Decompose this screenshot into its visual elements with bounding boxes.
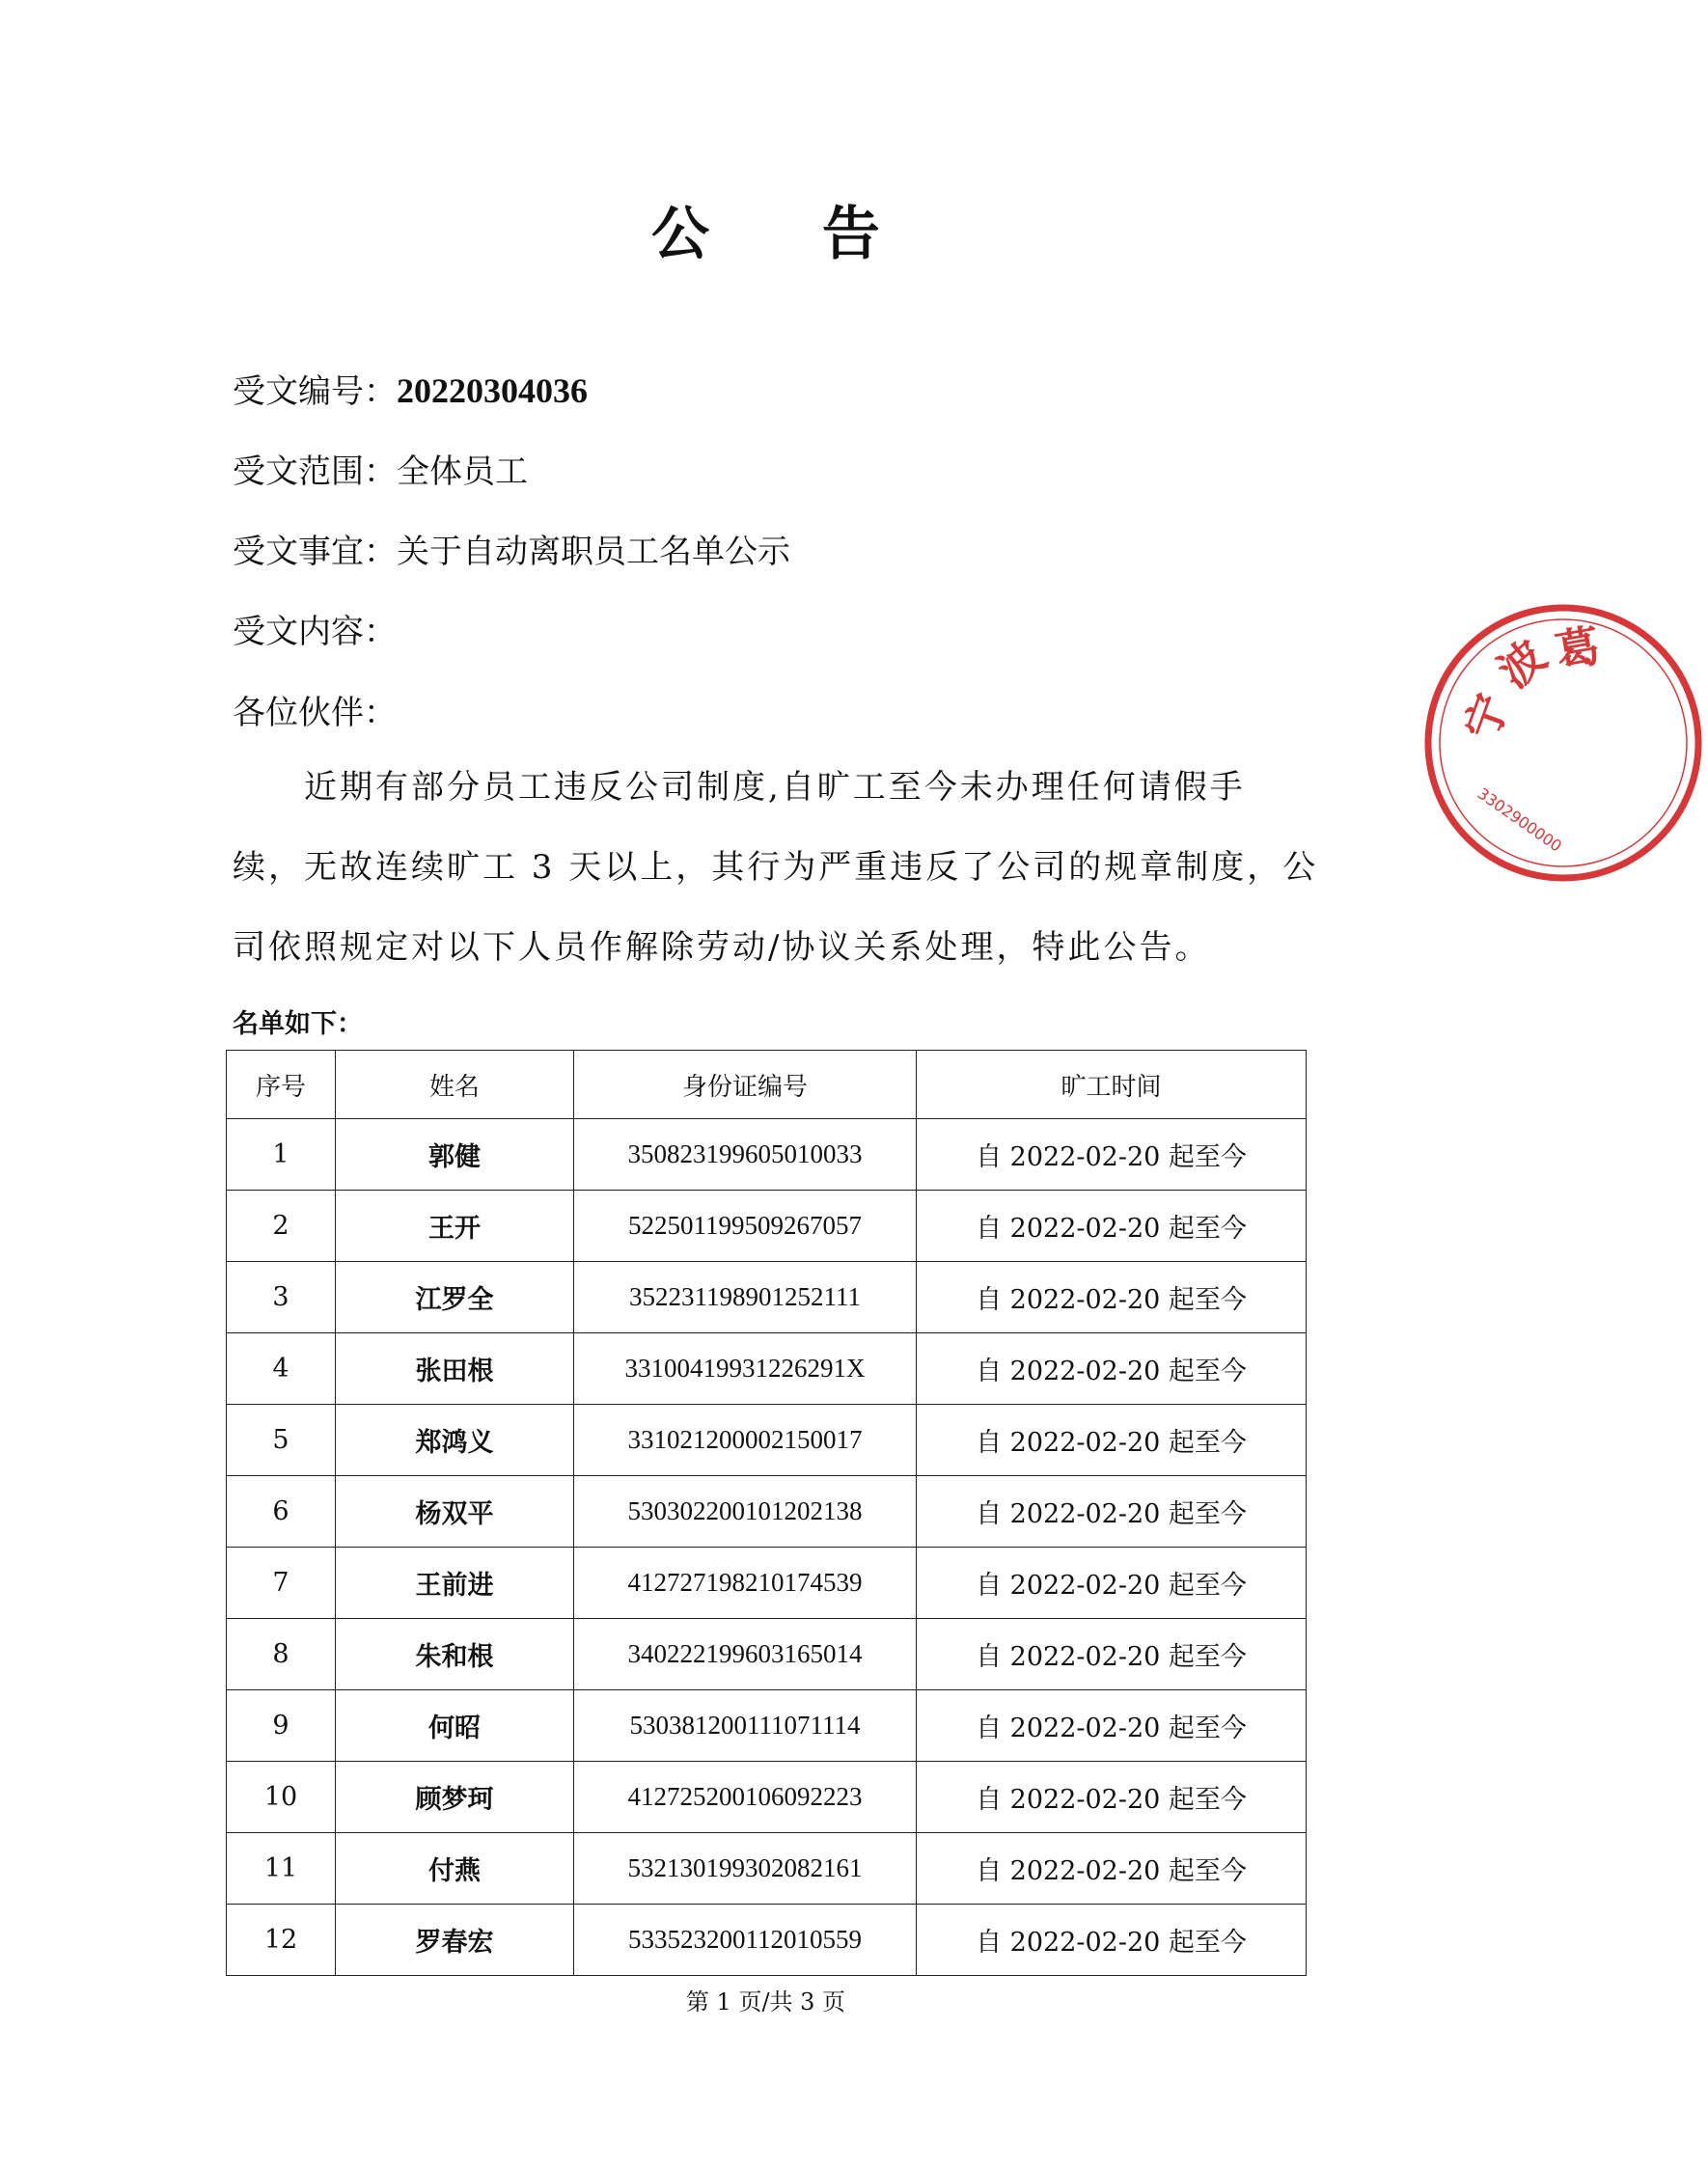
header-index: 序号 — [227, 1051, 336, 1119]
table-row — [227, 1548, 1307, 1619]
field-scope — [233, 445, 528, 492]
row-id-number: 412725200106092223 — [574, 1762, 917, 1833]
row-id-number: 33100419931226291X — [574, 1333, 917, 1405]
table-row — [227, 1119, 1307, 1191]
row-absence-time: 自 2022-02-20 起至今 — [917, 1905, 1307, 1976]
row-id-number: 352231198901252111 — [574, 1262, 917, 1333]
row-index: 11 — [227, 1833, 336, 1905]
row-id-number: 340222199603165014 — [574, 1619, 917, 1690]
company-seal — [1419, 598, 1708, 888]
row-name: 付燕 — [336, 1833, 574, 1905]
row-index: 6 — [227, 1476, 336, 1548]
header-name: 姓名 — [336, 1051, 574, 1119]
row-absence-time: 自 2022-02-20 起至今 — [917, 1548, 1307, 1619]
row-id-number: 530381200111071114 — [574, 1690, 917, 1762]
row-index: 1 — [227, 1119, 336, 1191]
svg-text:波: 波 — [1488, 629, 1556, 699]
paragraph-line: 司依照规定对以下人员作解除劳动/协议关系处理，特此公告。 — [233, 928, 1211, 967]
row-name: 王前进 — [336, 1548, 574, 1619]
row-absence-time: 自 2022-02-20 起至今 — [917, 1119, 1307, 1191]
row-index: 8 — [227, 1619, 336, 1690]
svg-text:宁: 宁 — [1454, 687, 1520, 747]
svg-text:葛: 葛 — [1551, 618, 1605, 678]
row-name: 顾梦珂 — [336, 1762, 574, 1833]
table-row — [227, 1762, 1307, 1833]
row-index: 9 — [227, 1690, 336, 1762]
field-label: 受文编号： — [233, 372, 397, 411]
row-id-number: 331021200002150017 — [574, 1405, 917, 1476]
row-absence-time: 自 2022-02-20 起至今 — [917, 1690, 1307, 1762]
paragraph-line: 续，无故连续旷工 3 天以上，其行为严重违反了公司的规章制度，公 — [233, 848, 1319, 887]
field-label: 受文事宜： — [233, 533, 397, 571]
row-id-number: 412727198210174539 — [574, 1548, 917, 1619]
table-row — [227, 1690, 1307, 1762]
table-row — [227, 1833, 1307, 1905]
row-index: 10 — [227, 1762, 336, 1833]
row-absence-time: 自 2022-02-20 起至今 — [917, 1833, 1307, 1905]
row-absence-time: 自 2022-02-20 起至今 — [917, 1191, 1307, 1262]
row-index: 12 — [227, 1905, 336, 1976]
row-name: 朱和根 — [336, 1619, 574, 1690]
employee-table — [226, 1050, 1307, 1976]
list-heading: 名单如下： — [233, 1009, 363, 1039]
greeting: 各位伙伴： — [233, 694, 397, 732]
row-index: 4 — [227, 1333, 336, 1405]
svg-text:3302900000: 3302900000 — [1474, 783, 1565, 856]
table-row — [227, 1405, 1307, 1476]
table-row — [227, 1333, 1307, 1405]
row-absence-time: 自 2022-02-20 起至今 — [917, 1262, 1307, 1333]
header-id-number: 身份证编号 — [574, 1051, 917, 1119]
field-value: 全体员工 — [397, 452, 528, 491]
table-row — [227, 1262, 1307, 1333]
table-row — [227, 1476, 1307, 1548]
table-row — [227, 1905, 1307, 1976]
row-id-number: 533523200112010559 — [574, 1905, 917, 1976]
body-paragraph — [233, 748, 1319, 988]
row-id-number: 522501199509267057 — [574, 1191, 917, 1262]
row-absence-time: 自 2022-02-20 起至今 — [917, 1476, 1307, 1548]
row-name: 郑鸿义 — [336, 1405, 574, 1476]
table-row — [227, 1619, 1307, 1690]
row-absence-time: 自 2022-02-20 起至今 — [917, 1405, 1307, 1476]
row-name: 张田根 — [336, 1333, 574, 1405]
row-name: 杨双平 — [336, 1476, 574, 1548]
page-footer: 第 1 页/共 3 页 — [685, 1988, 846, 2015]
row-absence-time: 自 2022-02-20 起至今 — [917, 1333, 1307, 1405]
document-title: 公 告 — [651, 201, 926, 268]
row-index: 3 — [227, 1262, 336, 1333]
row-index: 5 — [227, 1405, 336, 1476]
row-id-number: 532130199302082161 — [574, 1833, 917, 1905]
row-name: 王开 — [336, 1191, 574, 1262]
field-doc-number — [233, 365, 588, 412]
row-name: 罗春宏 — [336, 1905, 574, 1976]
field-label: 受文范围： — [233, 452, 397, 491]
table-header-row — [227, 1051, 1307, 1119]
row-absence-time: 自 2022-02-20 起至今 — [917, 1762, 1307, 1833]
row-index: 7 — [227, 1548, 336, 1619]
field-value: 关于自动离职员工名单公示 — [397, 533, 790, 571]
field-subject — [233, 525, 790, 572]
field-label: 受文内容： — [233, 613, 397, 651]
row-name: 江罗全 — [336, 1262, 574, 1333]
row-id-number: 350823199605010033 — [574, 1119, 917, 1191]
field-content — [233, 605, 397, 652]
paragraph-line: 近期有部分员工违反公司制度,自旷工至今未办理任何请假手 — [233, 768, 1246, 807]
row-name: 何昭 — [336, 1690, 574, 1762]
header-absence-time: 旷工时间 — [917, 1051, 1307, 1119]
row-absence-time: 自 2022-02-20 起至今 — [917, 1619, 1307, 1690]
field-value: 20220304036 — [397, 371, 588, 410]
row-index: 2 — [227, 1191, 336, 1262]
table-row — [227, 1191, 1307, 1262]
row-id-number: 530302200101202138 — [574, 1476, 917, 1548]
row-name: 郭健 — [336, 1119, 574, 1191]
